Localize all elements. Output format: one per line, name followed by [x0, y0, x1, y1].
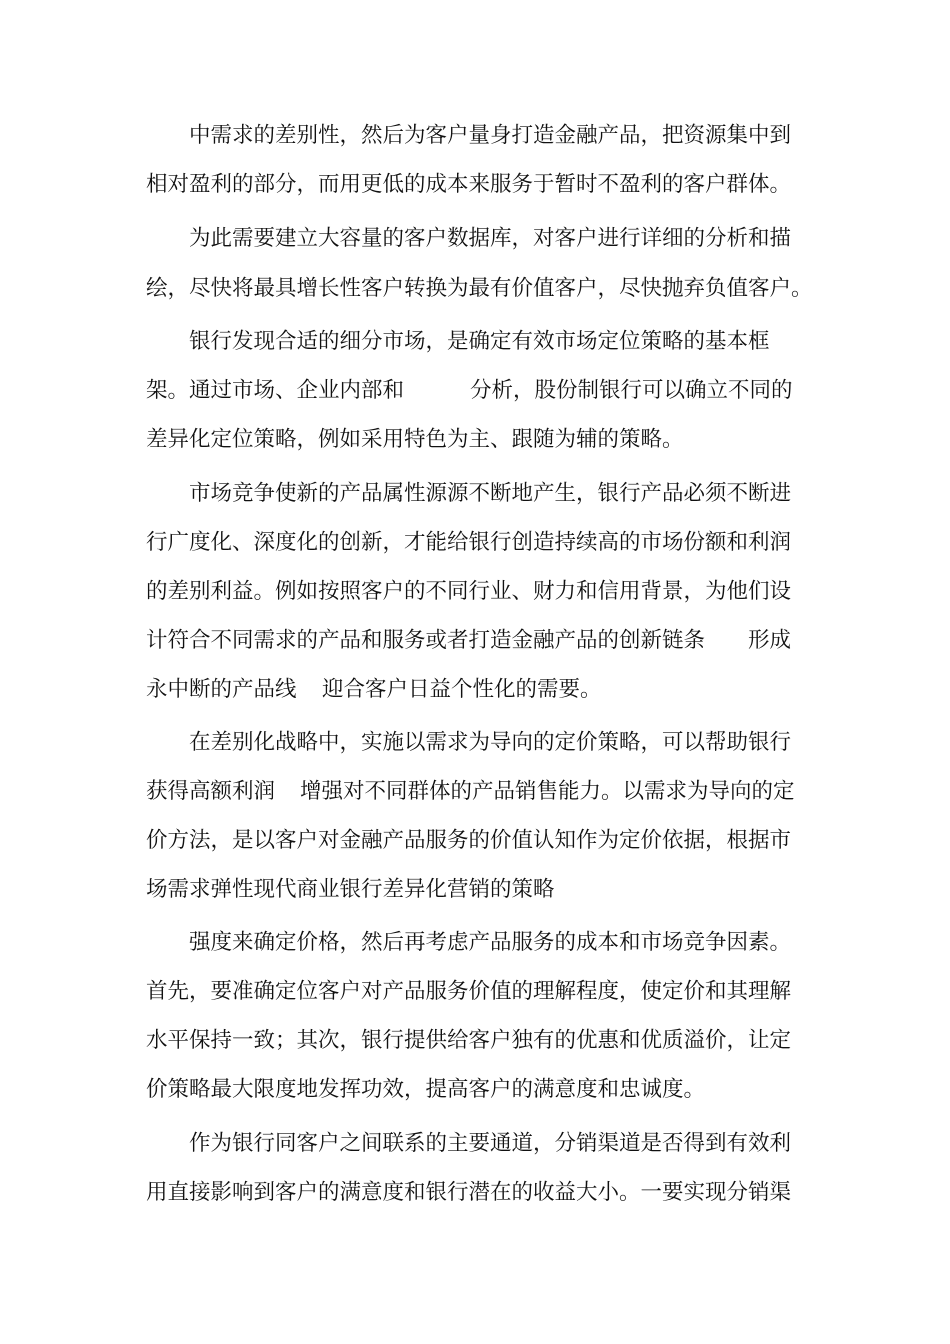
text-line: 在差别化战略中，实施以需求为导向的定价策略，可以帮助银行 [189, 730, 792, 755]
text-line: 获得高额利润 [146, 779, 276, 804]
text-line: 形成 [748, 628, 792, 653]
text-line: 水平保持一致；其次，银行提供给客户独有的优惠和优质溢价，让定 [146, 1028, 792, 1053]
text-line: 绘，尽快将最具增长性客户转换为最有价值客户，尽快抛弃负值客户。 [146, 276, 813, 301]
text-line: 相对盈利的部分，而用更低的成本来服务于暂时不盈利的客户群体。 [146, 172, 792, 197]
text-line: 增强对不同群体的产品销售能力。以需求为导向的定 [300, 779, 795, 804]
text-line: 中需求的差别性，然后为客户量身打造金融产品，把资源集中到 [189, 123, 792, 148]
text-line: 银行发现合适的细分市场，是确定有效市场定位策略的基本框 [189, 329, 770, 354]
text-line: 为此需要建立大容量的客户数据库，对客户进行详细的分析和描 [189, 226, 792, 251]
text-line: 作为银行同客户之间联系的主要通道，分销渠道是否得到有效利 [189, 1131, 792, 1156]
text-line: 强度来确定价格，然后再考虑产品服务的成本和市场竞争因素。 [189, 930, 792, 955]
text-line: 迎合客户日益个性化的需要。 [322, 677, 602, 702]
text-line: 场需求弹性现代商业银行差异化营销的策略 [146, 877, 555, 902]
text-line: 用直接影响到客户的满意度和银行潜在的收益大小。一要实现分销渠 [146, 1180, 792, 1205]
text-line: 计符合不同需求的产品和服务或者打造金融产品的创新链条 [146, 628, 706, 653]
text-line: 行广度化、深度化的创新，才能给银行创造持续高的市场份额和利润 [146, 530, 792, 555]
text-line: 价方法，是以客户对金融产品服务的价值认知作为定价依据，根据市 [146, 828, 792, 853]
text-line: 首先，要准确定位客户对产品服务价值的理解程度，使定价和其理解 [146, 979, 792, 1004]
text-line: 永中断的产品线 [146, 677, 297, 702]
text-line: 的差别利益。例如按照客户的不同行业、财力和信用背景，为他们设 [146, 579, 792, 604]
text-line: 价策略最大限度地发挥功效，提高客户的满意度和忠诚度。 [146, 1077, 706, 1102]
text-line: 分析，股份制银行可以确立不同的 [470, 378, 793, 403]
text-line: 市场竞争使新的产品属性源源不断地产生，银行产品必须不断进 [189, 481, 792, 506]
text-line: 架。通过市场、企业内部和 [146, 378, 405, 403]
text-line: 差异化定位策略，例如采用特色为主、跟随为辅的策略。 [146, 427, 684, 452]
